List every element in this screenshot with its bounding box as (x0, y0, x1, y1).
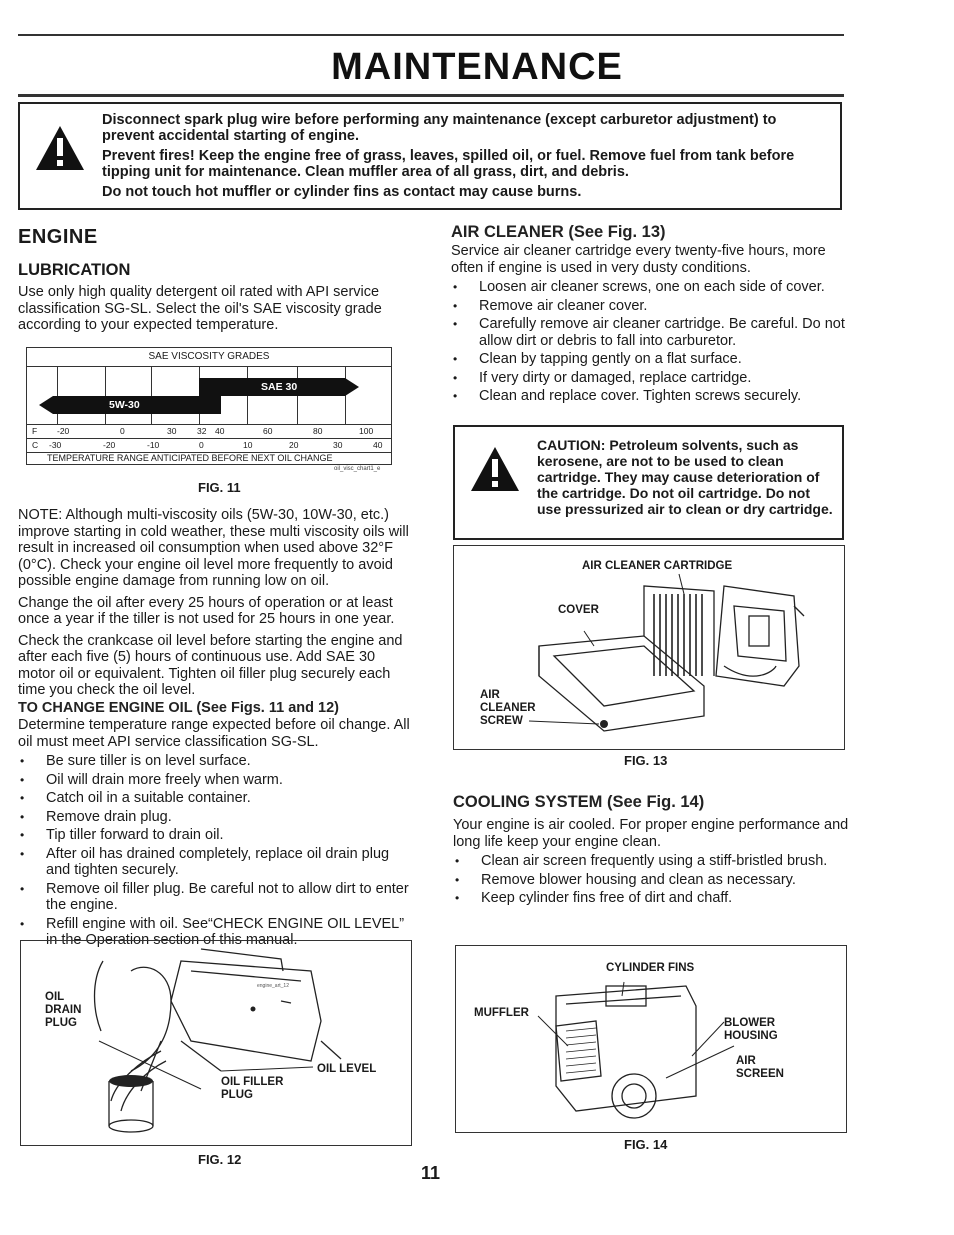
list-item: • Remove air cleaner cover. (451, 298, 847, 315)
oil-level-check: Check the crankcase oil level before starting the engine and after each five (5) hours of continuous use. Add SAE 30 motor oil or equivalent. Tighten oil filler plug securely each time you check the oil level. (18, 632, 403, 698)
cooling-heading: COOLING SYSTEM (See Fig. 14) (453, 793, 705, 811)
muffler-label: MUFFLER (474, 1007, 529, 1019)
top-rule (18, 34, 844, 36)
air-cleaner-cartridge-label: AIR CLEANER CARTRIDGE (582, 560, 733, 572)
page-number: 11 (421, 1163, 441, 1183)
fahrenheit-row: F -20 0 30 32 40 60 80 100 (32, 426, 374, 436)
viscosity-chart-header: SAE VISCOSITY GRADES (148, 351, 270, 362)
page-title: MAINTENANCE (331, 46, 623, 88)
air-cleaner-steps (451, 279, 847, 405)
fig12-caption: FIG. 12 (198, 1152, 242, 1167)
oil-filler-plug-label: OIL FILLER PLUG (221, 1076, 284, 1101)
list-item: • Clean by tapping gently on a flat surface. (451, 351, 847, 368)
list-item: • Clean air screen frequently using a stiff-bristled brush. (453, 853, 849, 870)
cover-label: COVER (558, 604, 599, 616)
lubrication-intro: Use only high quality detergent oil rated with API service classification SG-SL. Select the oil's SAE viscosity grade according to your expected temperature. (18, 284, 382, 333)
fig11-file-tag: oil_visc_chart1_e (334, 466, 381, 472)
fig14-caption: FIG. 14 (624, 1137, 668, 1152)
cooling-intro: Your engine is air cooled. For proper engine performance and long life keep your engine clean. (453, 817, 849, 850)
change-oil-intro: Determine temperature range expected before oil change. All oil must meet API service classification SG-SL. (18, 717, 410, 750)
fig11-caption: FIG. 11 (198, 480, 241, 495)
title-rule (18, 94, 844, 97)
viscosity-chart (26, 347, 392, 465)
celsius-row: C -30 -20 -10 0 10 20 30 40 (32, 440, 383, 450)
warning-text (102, 112, 832, 204)
note-text: Although multi-viscosity oils (5W-30, 10W-30, etc.) improve starting in cold weather, these multi viscosity oils will result in increased oil consumption when used above 32°F (0°C). Check your engine oil level more frequently to avoid possible engine damage from running low on oil. (18, 507, 409, 589)
cooling-steps (453, 853, 849, 907)
list-item: • Carefully remove air cleaner cartridge. Be careful. Do not allow dirt or debris to fall into carburetor. (451, 316, 847, 349)
warning-triangle-icon (34, 124, 86, 172)
viscosity-chart-footer: TEMPERATURE RANGE ANTICIPATED BEFORE NEXT OIL CHANGE (47, 453, 333, 463)
air-screen-label: AIR SCREEN (736, 1055, 784, 1080)
lubrication-body (18, 507, 413, 704)
warning-line-2: Prevent fires! Keep the engine free of grass, leaves, spilled oil, or fuel. Remove fuel from tank before tipping unit for maintenance. Clean muffler area of all grass, dirt, and debris. (102, 148, 795, 180)
list-item: • After oil has drained completely, replace oil drain plug and tighten securely. (18, 846, 413, 879)
list-item: • If very dirty or damaged, replace cartridge. (451, 370, 847, 387)
list-item: • Be sure tiller is on level surface. (18, 753, 413, 770)
oil-drain-drawing (21, 941, 411, 1145)
list-item: • Catch oil in a suitable container. (18, 790, 413, 807)
list-item: • Oil will drain more freely when warm. (18, 772, 413, 789)
list-item: • Remove drain plug. (18, 809, 413, 826)
change-oil-heading: TO CHANGE ENGINE OIL (See Figs. 11 and 12) (18, 700, 339, 716)
list-item: • Remove blower housing and clean as necessary. (453, 872, 849, 889)
caution-triangle-icon (469, 445, 521, 493)
cooling-section (453, 817, 849, 909)
viscosity-note (18, 507, 413, 590)
fig12-file-tag: engine_art_12 (257, 983, 289, 989)
list-item: • Tip tiller forward to drain oil. (18, 827, 413, 844)
list-item: • Keep cylinder fins free of dirt and chaff. (453, 890, 849, 907)
note-label: NOTE: (18, 507, 63, 523)
safety-warning-box (18, 102, 842, 210)
oil-level-label: OIL LEVEL (317, 1063, 377, 1075)
change-oil-section (18, 717, 413, 951)
list-item: • Remove oil filler plug. Be careful not to allow dirt to enter the engine. (18, 881, 413, 914)
caution-box (453, 425, 844, 540)
list-item: • Clean and replace cover. Tighten screws securely. (451, 388, 847, 405)
blower-housing-label: BLOWER HOUSING (724, 1017, 778, 1042)
list-item: • Refill engine with oil. See“CHECK ENGINE OIL LEVEL” in the Operation section of this manual. (18, 916, 413, 949)
caution-text: CAUTION: Petroleum solvents, such as kerosene, are not to be used to clean cartridge. They may cause deterioration of the cartridge. Do not oil cartridge. Do not use pressurized air to clean or dry cartridge. (537, 437, 833, 517)
air-cleaner-screw-label: AIR CLEANER SCREW (480, 689, 536, 727)
air-cleaner-intro: Service air cleaner cartridge every twenty-five hours, more often if engine is used in very dusty conditions. (451, 243, 826, 276)
lubrication-heading: LUBRICATION (18, 261, 131, 279)
warning-line-1: Disconnect spark plug wire before performing any maintenance (except carburetor adjustment) to prevent accidental starting of engine. (102, 112, 777, 144)
air-cleaner-section (451, 243, 847, 407)
warning-line-3: Do not touch hot muffler or cylinder fins as contact may cause burns. (102, 184, 582, 200)
fig14-illustration (455, 945, 847, 1133)
5w30-label: 5W-30 (109, 399, 140, 411)
fig12-illustration (20, 940, 412, 1146)
engine-heading: ENGINE (18, 226, 98, 248)
sae30-label: SAE 30 (261, 381, 298, 393)
change-oil-steps (18, 753, 413, 949)
list-item: • Loosen air cleaner screws, one on each side of cover. (451, 279, 847, 296)
oil-change-interval: Change the oil after every 25 hours of operation or at least once a year if the tiller is not used for 25 hours in one year. (18, 594, 395, 627)
fig13-caption: FIG. 13 (624, 753, 668, 768)
oil-drain-plug-label: OIL DRAIN PLUG (45, 991, 82, 1029)
air-cleaner-heading: AIR CLEANER (See Fig. 13) (451, 223, 666, 241)
cylinder-fins-label: CYLINDER FINS (606, 962, 695, 974)
fig13-illustration (453, 545, 845, 750)
